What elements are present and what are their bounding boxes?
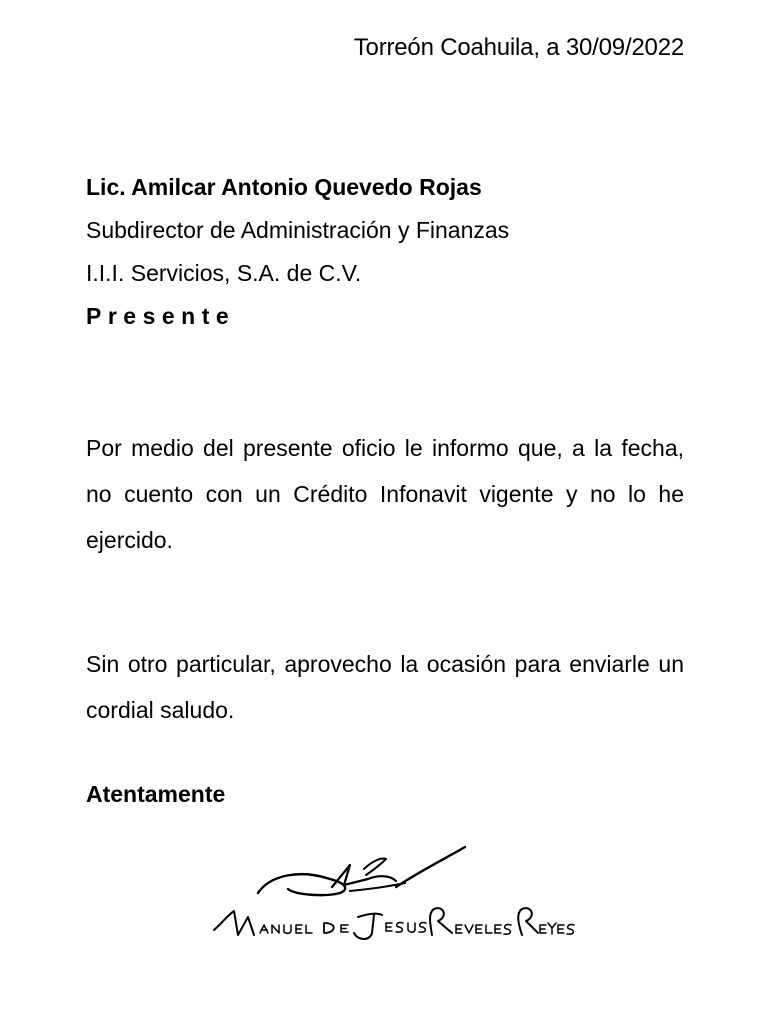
addressee-company: I.I.I. Servicios, S.A. de C.V. — [86, 260, 362, 286]
closing: Atentamente — [86, 781, 226, 807]
body-paragraph-1: Por medio del presente oficio le informo que, a la fecha, no cuento con un Crédito Infonavit vigente y no lo he ejercido. — [86, 435, 684, 553]
addressee-block — [86, 166, 509, 338]
addressee-role: Subdirector de Administración y Finanzas — [86, 217, 510, 243]
date-line: Torreón Coahuila, a 30/09/2022 — [353, 34, 684, 61]
addressee-name: Lic. Amilcar Antonio Quevedo Rojas — [86, 174, 482, 200]
handwritten-signature — [200, 835, 590, 955]
salutation: Presente — [86, 303, 236, 329]
body-paragraph-2: Sin otro particular, aprovecho la ocasión para enviarle un cordial saludo. — [86, 651, 684, 723]
